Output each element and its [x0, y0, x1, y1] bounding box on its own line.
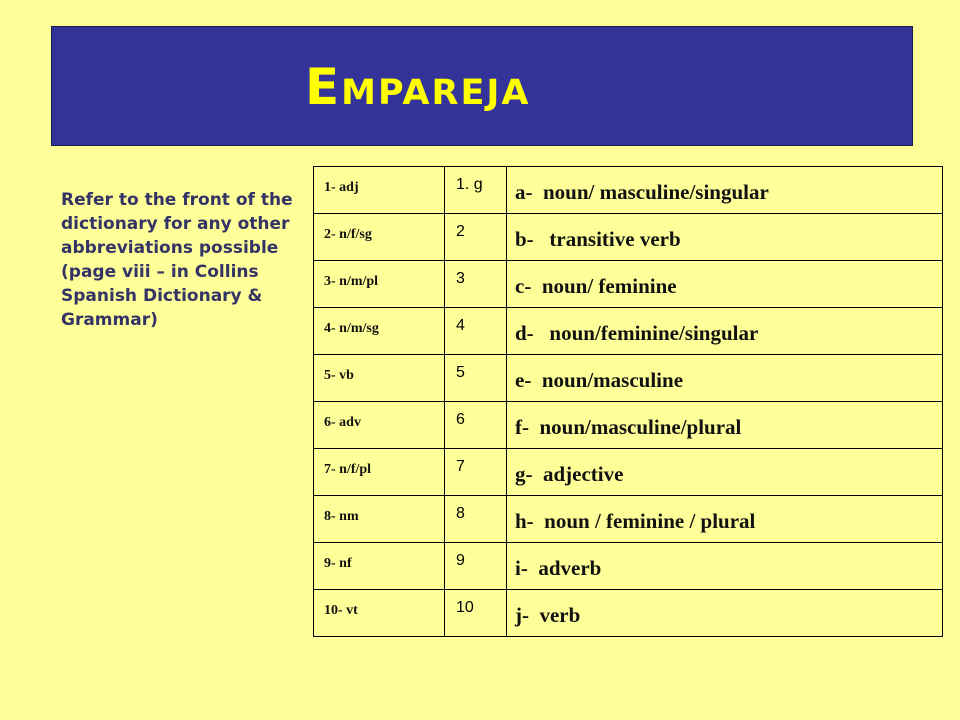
abbreviation-cell: 2- n/f/sg	[314, 214, 445, 261]
table-row	[314, 261, 943, 308]
definition-cell: a- noun/ masculine/singular	[507, 167, 943, 214]
answer-cell[interactable]: 7	[445, 449, 507, 496]
abbreviation-cell: 8- nm	[314, 496, 445, 543]
answer-cell[interactable]: 1. g	[445, 167, 507, 214]
definition-cell: b- transitive verb	[507, 214, 943, 261]
table-row	[314, 496, 943, 543]
matching-table	[313, 166, 943, 637]
abbreviation-cell: 1- adj	[314, 167, 445, 214]
abbreviation-cell: 3- n/m/pl	[314, 261, 445, 308]
answer-cell[interactable]: 8	[445, 496, 507, 543]
definition-cell: i- adverb	[507, 543, 943, 590]
answer-cell[interactable]: 4	[445, 308, 507, 355]
abbreviation-cell: 5- vb	[314, 355, 445, 402]
table-row	[314, 214, 943, 261]
definition-cell: h- noun / feminine / plural	[507, 496, 943, 543]
table-row	[314, 590, 943, 637]
answer-cell[interactable]: 10	[445, 590, 507, 637]
answer-cell[interactable]: 2	[445, 214, 507, 261]
definition-cell: d- noun/feminine/singular	[507, 308, 943, 355]
table-row	[314, 355, 943, 402]
instruction-note: Refer to the front of the dictionary for any other abbreviations possible (page viii – in Collins Spanish Dictionary & Grammar)	[61, 190, 293, 330]
answer-cell[interactable]: 3	[445, 261, 507, 308]
definition-cell: j- verb	[507, 590, 943, 637]
definition-cell: e- noun/masculine	[507, 355, 943, 402]
answer-cell[interactable]: 6	[445, 402, 507, 449]
table-row	[314, 449, 943, 496]
answer-cell[interactable]: 9	[445, 543, 507, 590]
slide-title: Empareja	[305, 58, 531, 116]
abbreviation-cell: 6- adv	[314, 402, 445, 449]
definition-cell: c- noun/ feminine	[507, 261, 943, 308]
table-row	[314, 543, 943, 590]
answer-cell[interactable]: 5	[445, 355, 507, 402]
definition-cell: f- noun/masculine/plural	[507, 402, 943, 449]
table-row	[314, 402, 943, 449]
abbreviation-cell: 4- n/m/sg	[314, 308, 445, 355]
abbreviation-cell: 10- vt	[314, 590, 445, 637]
abbreviation-cell: 9- nf	[314, 543, 445, 590]
abbreviation-cell: 7- n/f/pl	[314, 449, 445, 496]
table-row	[314, 167, 943, 214]
table-row	[314, 308, 943, 355]
definition-cell: g- adjective	[507, 449, 943, 496]
